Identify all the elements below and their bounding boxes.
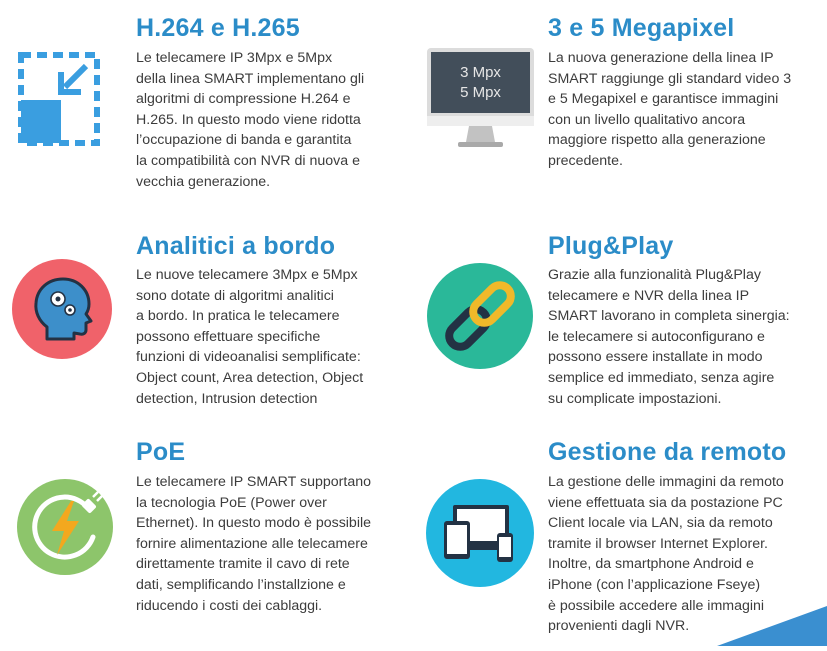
- text-line: semplice ed immediato, senza agire: [548, 369, 775, 386]
- text-line: maggiore rispetto alla generazione: [548, 132, 766, 149]
- text-line: Le telecamere IP SMART supportano: [136, 474, 372, 490]
- devices-icon: [426, 479, 534, 592]
- text-line: viene effettuata sia da postazione PC: [548, 494, 783, 511]
- monitor-line: 5 Mpx: [460, 84, 501, 101]
- feature-description: [548, 265, 806, 409]
- feature-description: [136, 265, 391, 409]
- text-line: detection, Intrusion detection: [136, 390, 318, 407]
- text-line: la compatibilità con NVR di nuova e: [136, 152, 360, 169]
- feature-title: PoE: [136, 438, 186, 466]
- chain-link-icon: [427, 263, 533, 374]
- compression-icon: [16, 50, 102, 153]
- text-line: della linea SMART implementano gli: [136, 70, 365, 87]
- text-line: Grazie alla funzionalità Plug&Play: [548, 267, 761, 283]
- text-line: Client locale via LAN, sia da remoto: [548, 515, 773, 532]
- text-line: Le telecamere IP 3Mpx e 5Mpx: [136, 50, 333, 66]
- feature-description: [136, 472, 391, 616]
- head-gears-icon: [12, 259, 112, 364]
- text-line: La nuova generazione della linea IP: [548, 50, 774, 66]
- text-line: a bordo. In pratica le telecamere: [136, 308, 340, 325]
- feature-title: Plug&Play: [548, 232, 674, 260]
- text-line: SMART raggiunge gli standard video 3: [548, 70, 792, 87]
- text-line: Le nuove telecamere 3Mpx e 5Mpx: [136, 267, 358, 283]
- text-line: iPhone (con l’applicazione Fseye): [548, 576, 761, 593]
- text-line: precedente.: [548, 152, 623, 169]
- text-line: l’occupazione di banda e garantita: [136, 132, 352, 149]
- feature-description: [548, 48, 806, 172]
- text-line: la tecnologia PoE (Power over: [136, 494, 327, 511]
- feature-title: H.264 e H.265: [136, 14, 300, 42]
- text-line: e 5 Megapixel e garantisce immagini: [548, 91, 779, 108]
- text-line: vecchia generazione.: [136, 173, 271, 190]
- text-line: H.265. In questo modo viene ridotta: [136, 111, 361, 128]
- text-line: funzioni di videoanalisi semplificate:: [136, 349, 361, 366]
- feature-title: 3 e 5 Megapixel: [548, 14, 735, 42]
- text-line: direttamente tramite il cavo di rete: [136, 556, 350, 573]
- text-line: è possibile accedere alle immagini: [548, 597, 765, 614]
- text-line: su complicate impostazioni.: [548, 390, 722, 407]
- text-line: sono dotate di algoritmi analitici: [136, 287, 334, 304]
- corner-accent-shape: [717, 606, 827, 651]
- text-line: algoritmi di compressione H.264 e: [136, 91, 351, 108]
- power-plug-icon: [17, 479, 113, 580]
- feature-title: Gestione da remoto: [548, 438, 787, 466]
- monitor-line: 3 Mpx: [460, 64, 501, 81]
- text-line: possono effettuare specifiche: [136, 328, 321, 345]
- feature-description: [136, 48, 391, 192]
- feature-title: Analitici a bordo: [136, 232, 336, 260]
- text-line: fornire alimentazione alle telecamere: [136, 535, 368, 552]
- text-line: dati, semplificando l’installzione e: [136, 576, 346, 593]
- text-line: La gestione delle immagini da remoto: [548, 474, 784, 490]
- monitor-icon: [427, 48, 534, 152]
- text-line: Inoltre, da smartphone Android e: [548, 556, 754, 573]
- text-line: Object count, Area detection, Object: [136, 369, 364, 386]
- text-line: SMART lavorano in completa sinergia:: [548, 308, 790, 325]
- text-line: Ethernet). In questo modo è possibile: [136, 515, 372, 532]
- text-line: possono essere installate in modo: [548, 349, 763, 366]
- text-line: riducendo i costi dei cablaggi.: [136, 597, 323, 614]
- text-line: provenienti dagli NVR.: [548, 618, 690, 635]
- text-line: con un livello qualitativo ancora: [548, 111, 746, 128]
- text-line: tramite il browser Internet Explorer.: [548, 535, 768, 552]
- text-line: telecamere e NVR della linea IP: [548, 287, 750, 304]
- text-line: le telecamere si autoconfigurano e: [548, 328, 765, 345]
